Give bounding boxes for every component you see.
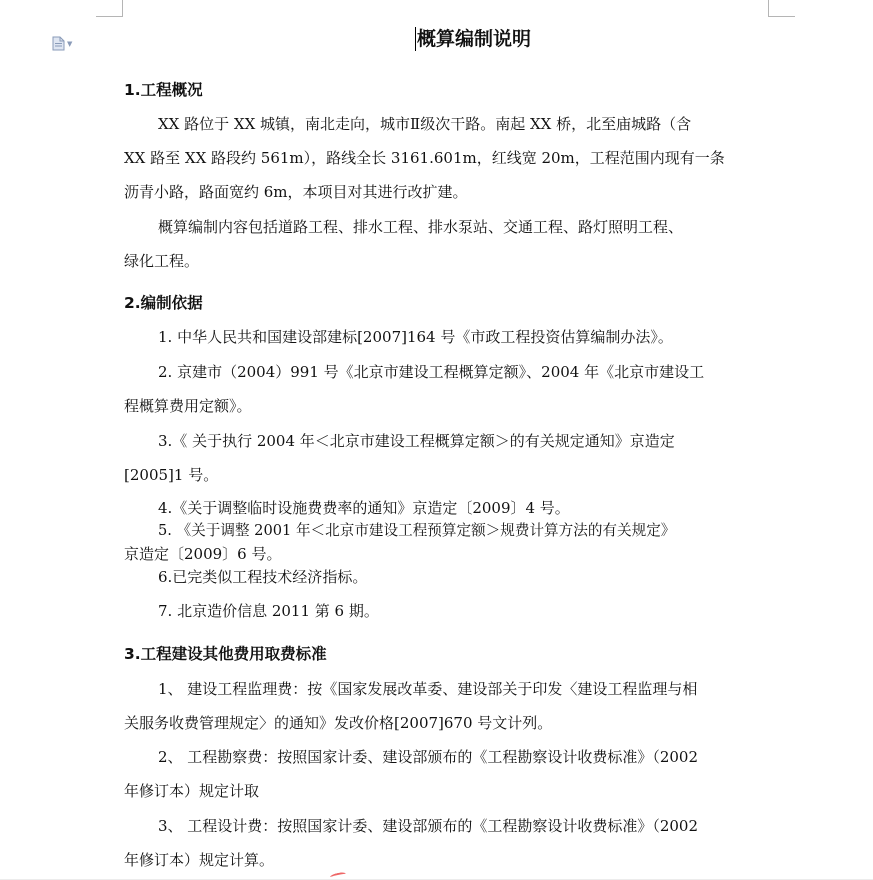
list-item: 1. 中华人民共和国建设部建标[2007]164 号《市政工程投资估算编制办法》。: [158, 328, 673, 346]
list-item: 2、 工程勘察费：按照国家计委、建设部颁布的《工程勘察设计收费标准》（2002: [158, 748, 698, 766]
list-item-continuation: 关服务收费管理规定〉的通知》发改价格[2007]670 号文计列。: [124, 714, 553, 732]
list-item-continuation: 年修订本）规定计算。: [124, 851, 275, 869]
list-item: 4.《关于调整临时设施费费率的通知》京造定〔2009〕4 号。: [158, 499, 570, 517]
list-item: 2. 京建市（2004）991 号《北京市建设工程概算定额》、2004 年《北京市建设工: [158, 363, 705, 381]
page-corner-top-left: [96, 0, 123, 17]
list-item: 7. 北京造价信息 2011 第 6 期。: [158, 602, 379, 620]
section-heading: 2.编制依据: [124, 294, 203, 312]
document-icon: [52, 36, 65, 51]
list-item: 3.《 关于执行 2004 年＜北京市建设工程概算定额＞的有关规定通知》京造定: [158, 432, 675, 450]
list-item: 6.已完类似工程技术经济指标。: [158, 568, 368, 586]
list-item: 5. 《关于调整 2001 年＜北京市建设工程预算定额＞规费计算方法的有关规定》: [158, 522, 676, 539]
chevron-down-icon: ▼: [67, 39, 73, 48]
list-item-continuation: [2005]1 号。: [124, 466, 219, 484]
paragraph-line: 绿化工程。: [124, 252, 200, 270]
paragraph-line: 沥青小路，路面宽约 6m，本项目对其进行改扩建。: [124, 183, 468, 201]
text-cursor: [415, 27, 416, 51]
list-item-continuation: 程概算费用定额》。: [124, 397, 252, 415]
list-item-continuation: 年修订本）规定计取: [124, 782, 260, 800]
list-item-continuation: 京造定〔2009〕6 号。: [124, 545, 282, 563]
page-corner-top-right: [768, 0, 795, 17]
section-heading: 3.工程建设其他费用取费标准: [124, 645, 327, 663]
page-title: 概算编制说明: [417, 28, 532, 50]
paragraph-line: XX 路至 XX 路段约 561m），路线全长 3161.601m，红线宽 20m，工程范围内现有一条: [124, 149, 725, 167]
section-heading: 1.工程概况: [124, 81, 203, 99]
list-item: 3、 工程设计费：按照国家计委、建设部颁布的《工程勘察设计收费标准》（2002: [158, 817, 698, 835]
document-options-icon[interactable]: [52, 36, 72, 51]
paragraph-line: 概算编制内容包括道路工程、排水工程、排水泵站、交通工程、路灯照明工程、: [158, 218, 684, 236]
list-item: 1、 建设工程监理费：按《国家发展改革委、建设部关于印发〈建设工程监理与相: [158, 680, 698, 698]
paragraph-line: XX 路位于 XX 城镇，南北走向，城市Ⅱ级次干路。南起 XX 桥，北至庙城路（含: [158, 115, 692, 133]
